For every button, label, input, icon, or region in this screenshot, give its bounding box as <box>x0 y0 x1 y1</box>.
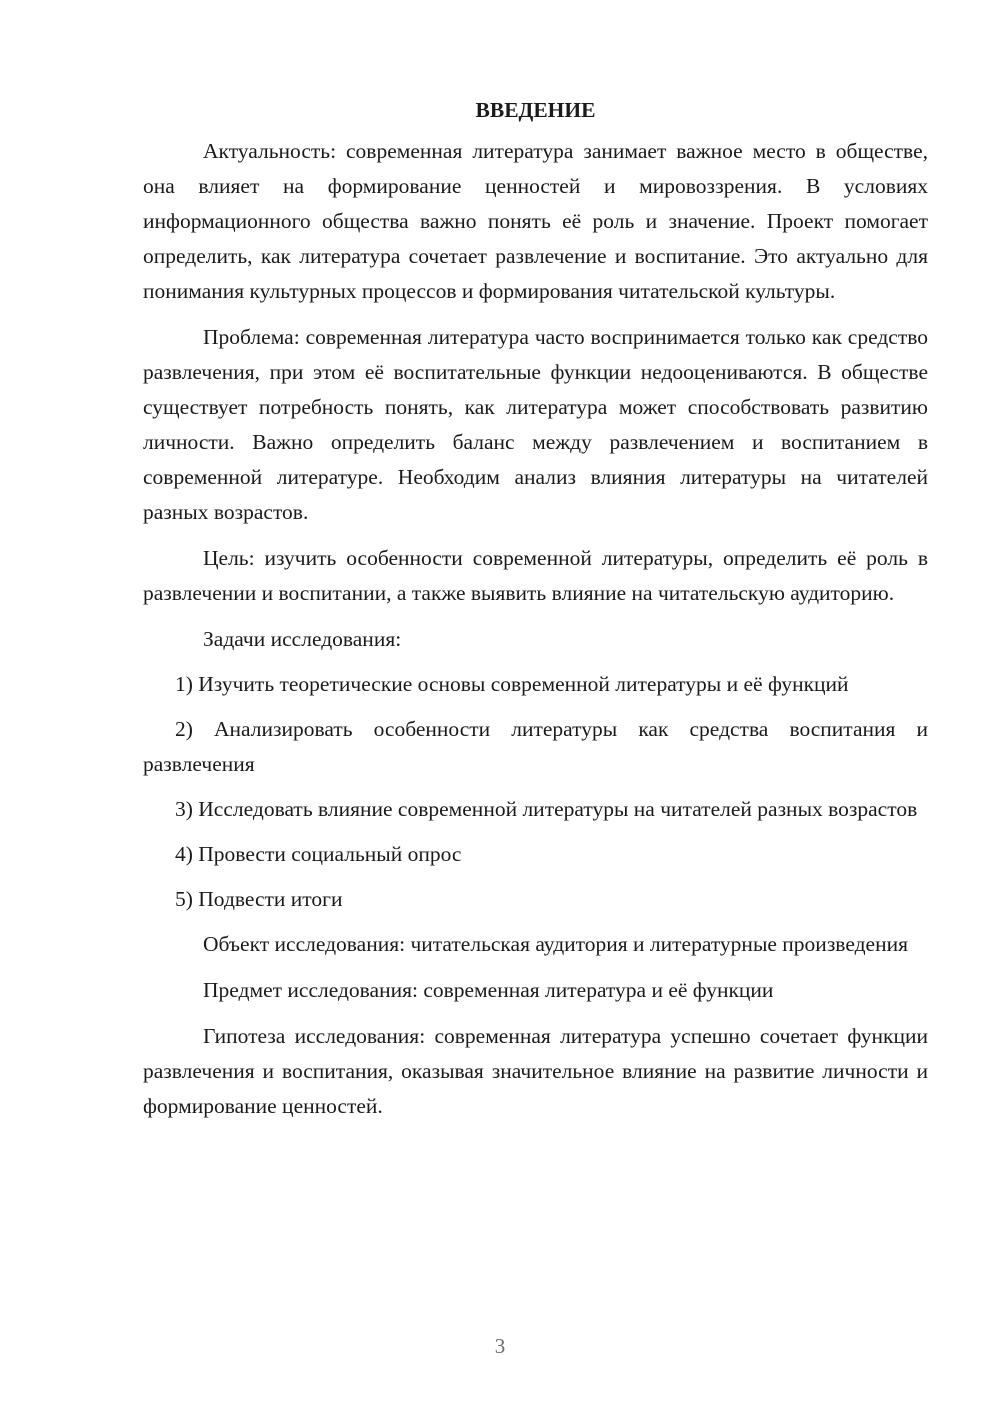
list-item: 1) Изучить теоретические основы современной литературы и её функций <box>175 672 849 696</box>
document-page <box>143 92 928 1135</box>
tasks-heading: Задачи исследования: <box>203 627 402 651</box>
page-title: ВВЕДЕНИЕ <box>475 98 596 122</box>
list-item: 4) Провести социальный опрос <box>175 842 462 866</box>
tasks-list <box>143 667 928 917</box>
goal-paragraph: Цель: изучить особенности современной литературы, определить её роль в развлечении и воспитании, а также выявить влияние на читательскую аудиторию. <box>143 546 928 605</box>
list-item: 2) Анализировать особенности литературы как средства воспитания и развлечения <box>143 717 928 776</box>
list-item: 5) Подвести итоги <box>175 887 343 911</box>
page-number: 3 <box>494 1334 506 1358</box>
hypothesis-paragraph: Гипотеза исследования: современная литература успешно сочетает функции развлечения и воспитания, оказывая значительное влияние на развитие личности и формирование ценностей. <box>143 1024 928 1118</box>
relevance-paragraph: Актуальность: современная литература занимает важное место в обществе, она влияет на формирование ценностей и мировоззрения. В условиях информационного общества важно понять её роль и значение. Проект помогает определить, как литература сочетает развлечение и воспитание. Это актуально для понимания культурных процессов и формирования читательской культуры. <box>143 139 928 303</box>
list-item: 3) Исследовать влияние современной литературы на читателей разных возрастов <box>175 797 918 821</box>
problem-paragraph: Проблема: современная литература часто воспринимается только как средство развлечения, при этом её воспитательные функции недооцениваются. В обществе существует потребность понять, как литература может способствовать развитию личности. Важно определить баланс между развлечением и воспитанием в современной литературе. Необходим анализ влияния литературы на читателей разных возрастов. <box>143 325 928 524</box>
object-paragraph: Объект исследования: читательская аудитория и литературные произведения <box>203 932 908 956</box>
subject-paragraph: Предмет исследования: современная литература и её функции <box>203 978 774 1002</box>
